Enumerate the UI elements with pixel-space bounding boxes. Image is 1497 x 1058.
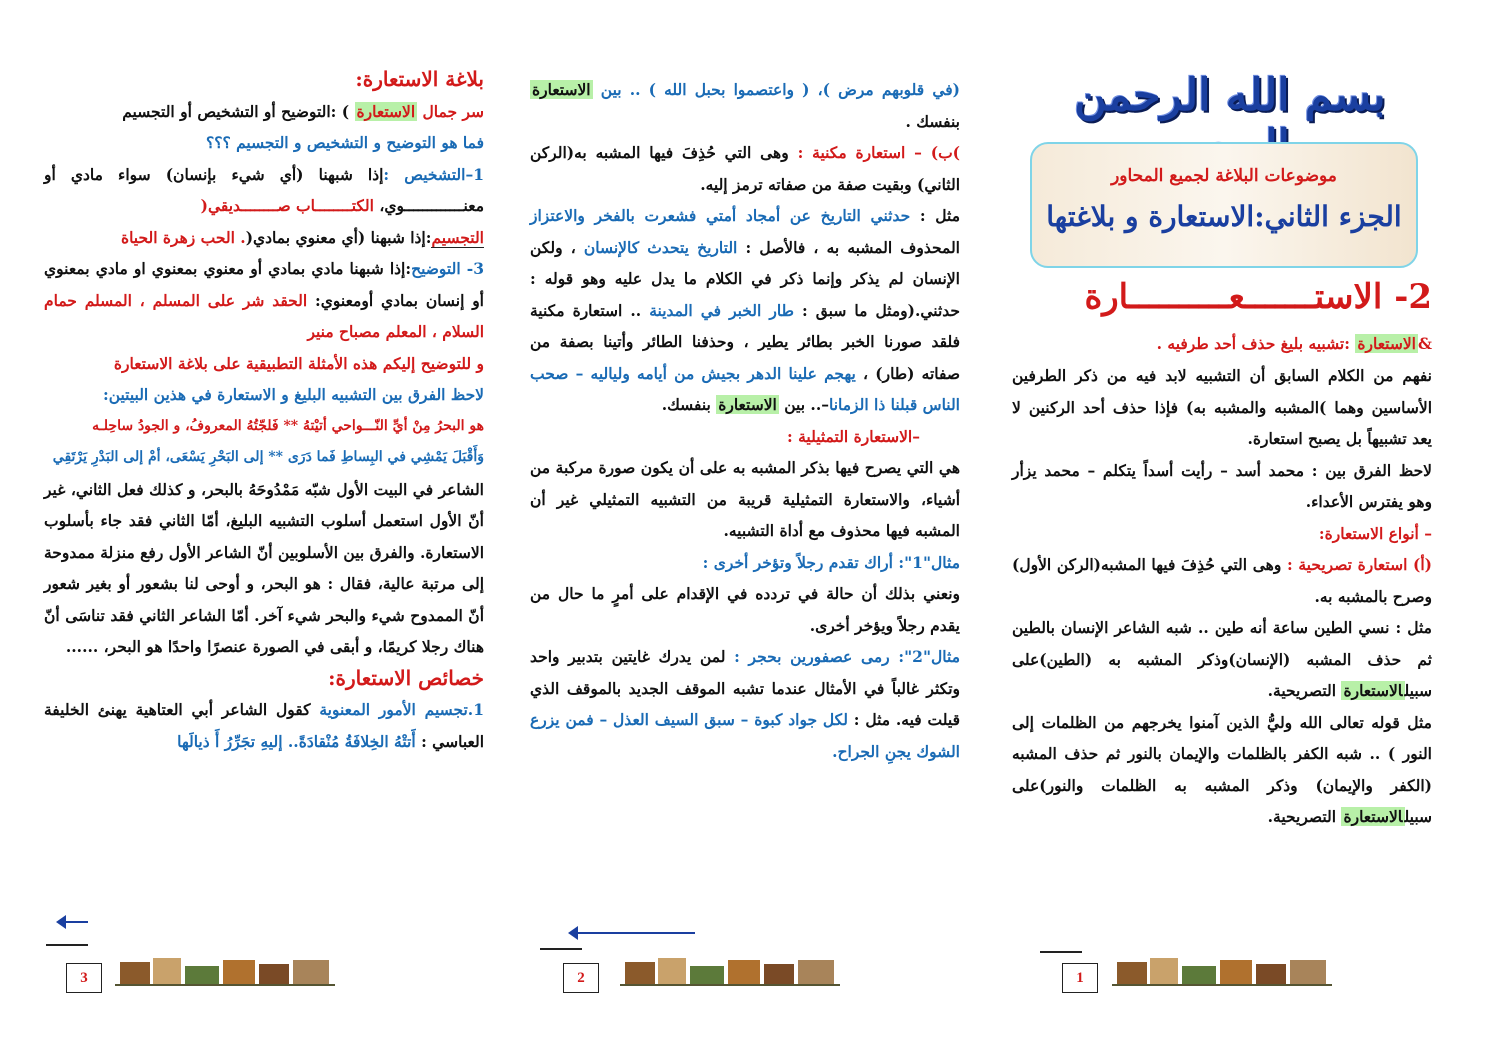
p1: نفهم من الكلام السابق أن التشبيه لابد فيه من ذكر الطرفين الأساسين وهما )المشبه والمشبه به) فإذا حذف أحد الركنين لا يعد تشبيهاً بل يصبح استعارة.: [1012, 366, 1432, 448]
example1-label: مثال"1": أراك تقدم رجلاً وتؤخر أخرى :: [702, 552, 960, 572]
t1-text: إذا شبهنا (أي شيء بإنسان) سواء مادي أو معنـــــــــــــوي،: [44, 164, 484, 215]
secret-a: سر جمال: [417, 101, 484, 121]
p2-term2: الاستعارة: [718, 395, 777, 414]
example1-term: الاستعارة: [1343, 681, 1403, 700]
tamthiliya-heading: –الاستعارة التمثيلية :: [786, 426, 920, 446]
example2-label: مثال"2": رمى عصفورين بحجر :: [734, 647, 960, 666]
type-b-text: وهى التي حُذِفَ فيها المشبه به(الركن الثاني) وبقيت صفة من صفاته ترمز إليه.: [530, 143, 960, 194]
ex-blue4: يهجم علينا الدهر بجيش من أيامه ولياليه – صحب الناس قبلنا ذا الزمانا: [530, 363, 960, 414]
secret-b: ) :التوضيح أو التشخيص أو التجسيم: [122, 101, 355, 121]
ex-text3: .. استعارة مكنية فلقد صورنا الخبر بطائر يطير ، وحذفنا الطائر وأتينا بصفة من صفاته (طار) ،: [530, 300, 960, 383]
t2-example: . الحب زهرة الحياة: [120, 227, 246, 247]
page-number-2: 2: [563, 963, 599, 993]
books-decoration-icon: [620, 948, 840, 988]
verse1: هو البحرُ مِنْ أيِّ النّـــواحي أتيْتهُ ** فَلجّتُهُ المعروفُ، و الجودُ ساحِلـه: [92, 417, 484, 434]
def-term: الاستعارة: [1357, 333, 1416, 353]
title-subject: موضوعات البلاغة لجميع المحاور: [1111, 166, 1337, 186]
example1: مثل : نسي الطين ساعة أنه طين .. شبه الشاعر الإنسان بالطين ثم حذف المشبه (الإنسان)وذكر المشبه به (الطين)على سبيل: [1012, 618, 1432, 700]
page1-heading: 2- الاستـــــــعــــــــــارة: [1084, 277, 1432, 317]
t3-text: :إذا شبهنا مادي بمادي أو معنوي بمعنوي او مادي بمعنوي أو إنسان بمادي أومعنوي:: [44, 259, 484, 310]
def-symbol: &: [1418, 333, 1432, 353]
f1-label: تجسيم الأمور المعنوية: [319, 700, 468, 719]
example2-term: الاستعارة: [1343, 807, 1403, 826]
page-number-1: 1: [1062, 963, 1098, 993]
ex-label: مثل :: [910, 206, 961, 225]
page1-column: [1012, 277, 1432, 833]
divider-line: [46, 944, 88, 946]
t3-label: 3- التوضيح: [411, 259, 484, 278]
basmala-calligraphy: بسم الله الرحمن: [1074, 70, 1386, 121]
t2-text: :إذا شبهنا (أي معنوي بمادي(: [245, 227, 432, 247]
t3-example: الحقد شر على المسلم ، المسلم حمام السلام ، المعلم مصباح منير: [44, 290, 484, 341]
example1-text: ونعني بذلك أن حالة في تردده في الإقدام على أمرٍ ما حال من يقدم رجلاً ويؤخر أخرى.: [530, 584, 960, 635]
divider-line: [540, 948, 582, 950]
quran-examples: (في قلوبهم مرض )، ( واعتصموا بحبل الله ) .. بين: [600, 80, 960, 99]
ex-blue2: التاريخ يتحدث كالإنسان: [583, 237, 738, 257]
title-box: [1030, 142, 1418, 268]
page3-column: [44, 64, 484, 757]
f1-text: كقول الشاعر أبي العتاهية يهنئ الخليفة العباسي :: [44, 700, 484, 751]
type-a-text: وهى التي حُذِفَ فيها المشبه(الركن الأول) وصرح بالمشبه به.: [1012, 555, 1432, 606]
def-text: :تشبيه بليغ حذف أحد طرفيه .: [1156, 333, 1356, 353]
t1-label: 1–التشخيص :: [383, 164, 484, 184]
arrow-head-icon: [56, 915, 66, 929]
type-b-label: )ب) – استعارة مكنية :: [797, 143, 961, 162]
arrow-left-icon-2: [575, 932, 695, 934]
ex-text1: المحذوف المشبه به ، فالأصل :: [737, 237, 960, 257]
ex-end: بنفسك.: [661, 395, 717, 414]
t1-example: الكتــــــــاب صــــــــديقي(: [200, 196, 374, 215]
title-part: الجزء الثاني:الاستعارة و بلاغتها: [1046, 200, 1402, 233]
type-a-label: (أ) استعارة تصريحية :: [1286, 555, 1432, 574]
note: و للتوضيح إليكم هذه الأمثلة التطبيقية على بلاغة الاستعارة: [113, 353, 484, 373]
ex-blue1: حدثني التاريخ عن أمجاد أمتي فشعرت بالفخر والاعتزاز: [530, 206, 911, 225]
page2-column: [530, 74, 960, 767]
page-number-3: 3: [66, 963, 102, 993]
question: فما هو التوضيح و التشخيص و التجسيم ؟؟؟: [206, 133, 484, 152]
verse2: وَأَقْبَلَ يَمْشِي في البِساطِ فَما دَرَى ** إلى البَحْرِ يَسْعَى، أمْ إلى البَدْرِ يَرْتَقِي: [52, 449, 484, 465]
secret-term: الاستعارة: [356, 101, 416, 121]
analysis: الشاعر في البيت الأول شبّه مَمْدُوحَهُ بالبحر، و كذلك فعل الثاني، غير أنّ الأول استعمل أسلوب التشبيه البليغ، أمّا الثاني فقد جاء بأسلوب الاستعارة. والفرق بين الأسلوبين أنّ الشاعر الأول رفع منزلة ممدوحة إلى مرتبة عالية، فقال : هو البحر، و أوحى لنا بشعور أو بغير شعور أنّ الممدوح شيء والبحر شيء آخر. أمّا الشاعر الثاني فقد تناسَى أنّ هناك رجلا كريمًا، و أبقى في الصورة عنصرًا واحدًا هو البحر، ......: [44, 479, 484, 656]
f1-verse: أَتتْهُ الخِلافَةُ مُنْقادَةً.. إليهِ تجَرِّرُ أَ ذيالَها: [177, 731, 416, 751]
ex-text4: –.. بين: [784, 395, 829, 414]
f1-num: 1.: [467, 700, 484, 719]
ex-blue3: طار الخبر في المدينة: [649, 300, 794, 320]
page3-heading: بلاغة الاستعارة:: [355, 67, 484, 91]
t2-label: التجسيم: [431, 227, 484, 247]
divider-line: [1040, 951, 1082, 953]
books-decoration-icon: [115, 948, 335, 988]
example2-end: التصريحية.: [1267, 807, 1342, 826]
example2-proverbs: لكل جواد كبوة – سبق السيف العذل – فمن يزرع الشوك يجنِ الجراح.: [530, 710, 960, 761]
example2: مثل قوله تعالى الله وليُّ الذين آمنوا يخرجهم من الظلمات إلى النور ) .. شبه الكفر بالظلمات والإيمان بالنور ثم حذف المشبه (الكفر والإيمان) وذكر المشبه به الظلمات والنور)على سبيل: [1012, 712, 1432, 826]
example2-text: لمن يدرك غايتين بتدبير واحد وتكثر غالباً في الأمثال عندما تشبه الموقف الجديد بالموقف الذي قيلت فيه. مثل :: [530, 647, 960, 729]
example1-end: التصريحية.: [1267, 681, 1342, 700]
p2-line1-end: بنفسك .: [905, 111, 960, 131]
ex-text2: ، ولكن الإنسان لم يذكر وإنما ذكر في الكلام ما يدل عليه وهو قوله : حدثني.(ومثل ما سبق :: [530, 237, 961, 320]
arrow-head-icon-2: [568, 926, 578, 940]
types-heading: – أنواع الاستعارة:: [1318, 523, 1432, 543]
features-heading: خصائص الاستعارة:: [328, 665, 484, 690]
tamthiliya-def: هي التي يصرح فيها بذكر المشبه به على أن يكون صورة مركبة من أشياء، والاستعارة التمثيلية قريبة من التشبيه التمثيلي غير أن المشبه فيها محذوف مع أداة التشبيه.: [530, 458, 960, 540]
p2: لاحظ الفرق بين : محمد أسد – رأيت أسداً يتكلم – محمد يزأر وهو يفترس الأعداء.: [1012, 460, 1432, 511]
books-decoration-icon: [1112, 948, 1332, 988]
diff-line: لاحظ الفرق بين التشبيه البليغ و الاستعارة في هذين البيتين:: [102, 385, 484, 404]
p2-term1: الاستعارة: [532, 80, 591, 99]
